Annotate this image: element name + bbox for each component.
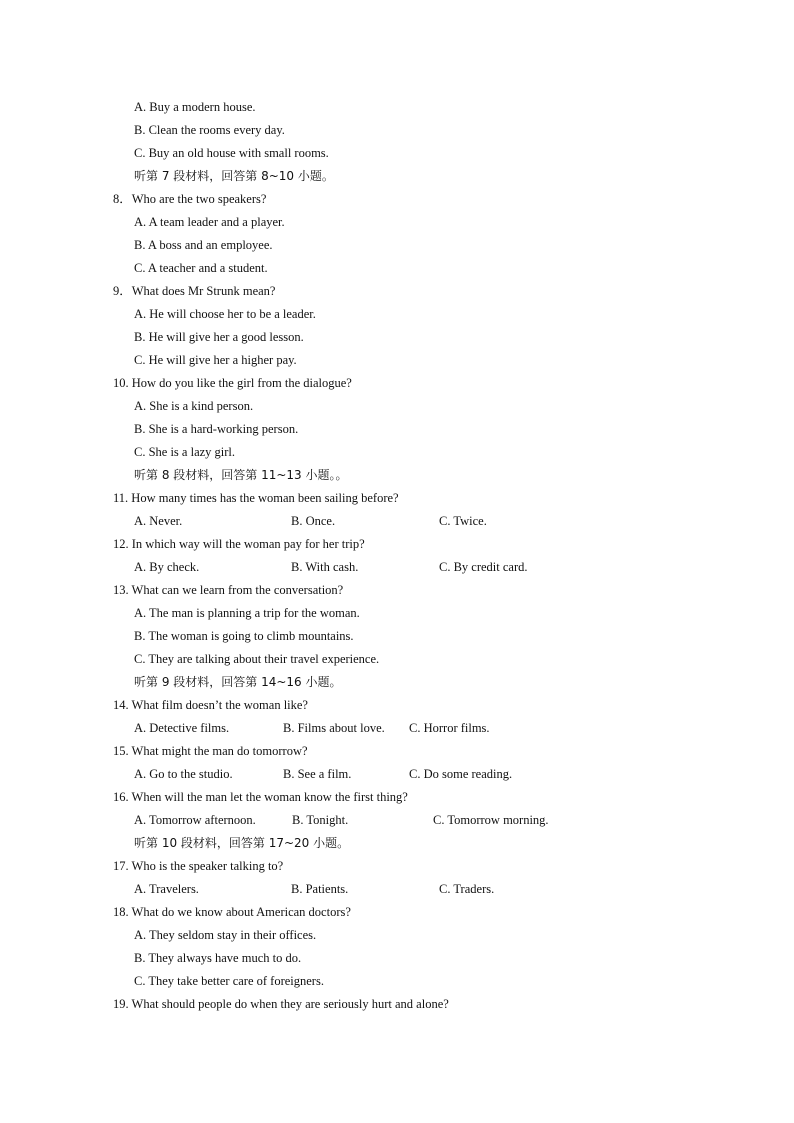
question-list	[113, 96, 713, 1016]
option-9a: A. He will choose her to be a leader.	[134, 307, 316, 321]
options-16	[113, 809, 713, 832]
options-17	[113, 878, 713, 901]
option-14b: B. Films about love.	[283, 721, 385, 735]
option-18b: B. They always have much to do.	[134, 951, 302, 965]
option-8b: B. A boss and an employee.	[134, 238, 273, 252]
section-instruction-8: 听第 8 段材料，回答第 11~13 小题。。	[134, 468, 348, 482]
option-9b: B. He will give her a good lesson.	[134, 330, 304, 344]
option-11b: B. Once.	[291, 514, 336, 528]
option-10a: A. She is a kind person.	[134, 399, 254, 413]
option-18c: C. They take better care of foreigners.	[134, 974, 324, 988]
option-13a: A. The man is planning a trip for the woman.	[134, 606, 360, 620]
options-11	[113, 510, 713, 533]
option-13c: C. They are talking about their travel experience.	[134, 652, 380, 666]
question-19: 19. What should people do when they are seriously hurt and alone?	[113, 997, 449, 1011]
question-15: 15. What might the man do tomorrow?	[113, 744, 308, 758]
option-16b: B. Tonight.	[292, 813, 349, 827]
option-7c: C. Buy an old house with small rooms.	[134, 146, 329, 160]
question-12: 12. In which way will the woman pay for her trip?	[113, 537, 365, 551]
question-17: 17. Who is the speaker talking to?	[113, 859, 284, 873]
options-14	[113, 717, 713, 740]
option-17a: A. Travelers.	[134, 882, 199, 896]
option-7b: B. Clean the rooms every day.	[134, 123, 285, 137]
option-10c: C. She is a lazy girl.	[134, 445, 236, 459]
option-12b: B. With cash.	[291, 560, 359, 574]
option-17b: B. Patients.	[291, 882, 349, 896]
option-18a: A. They seldom stay in their offices.	[134, 928, 317, 942]
option-17c: C. Traders.	[439, 882, 495, 896]
question-9: 9．What does Mr Strunk mean?	[113, 284, 276, 298]
option-15c: C. Do some reading.	[409, 767, 513, 781]
option-10b: B. She is a hard-working person.	[134, 422, 299, 436]
question-14: 14. What film doesn’t the woman like?	[113, 698, 308, 712]
option-8c: C. A teacher and a student.	[134, 261, 268, 275]
option-12a: A. By check.	[134, 560, 200, 574]
option-12c: C. By credit card.	[439, 560, 528, 574]
section-instruction-9: 听第 9 段材料，回答第 14~16 小题。	[134, 675, 342, 689]
question-10: 10. How do you like the girl from the dialogue?	[113, 376, 352, 390]
option-9c: C. He will give her a higher pay.	[134, 353, 297, 367]
question-16: 16. When will the man let the woman know the first thing?	[113, 790, 408, 804]
option-14a: A. Detective films.	[134, 721, 230, 735]
options-12	[113, 556, 713, 579]
question-8: 8．Who are the two speakers?	[113, 192, 267, 206]
option-15a: A. Go to the studio.	[134, 767, 233, 781]
option-16a: A. Tomorrow afternoon.	[134, 813, 256, 827]
option-8a: A. A team leader and a player.	[134, 215, 285, 229]
option-7a: A. Buy a modern house.	[134, 100, 256, 114]
option-14c: C. Horror films.	[409, 721, 490, 735]
option-11a: A. Never.	[134, 514, 183, 528]
option-16c: C. Tomorrow morning.	[433, 813, 549, 827]
section-instruction-7: 听第 7 段材料，回答第 8~10 小题。	[134, 169, 334, 183]
option-11c: C. Twice.	[439, 514, 487, 528]
question-13: 13. What can we learn from the conversation?	[113, 583, 344, 597]
option-13b: B. The woman is going to climb mountains.	[134, 629, 354, 643]
question-18: 18. What do we know about American doctors?	[113, 905, 351, 919]
option-15b: B. See a film.	[283, 767, 352, 781]
section-instruction-10: 听第 10 段材料，回答第 17~20 小题。	[134, 836, 350, 850]
question-11: 11. How many times has the woman been sailing before?	[113, 491, 399, 505]
options-15	[113, 763, 713, 786]
